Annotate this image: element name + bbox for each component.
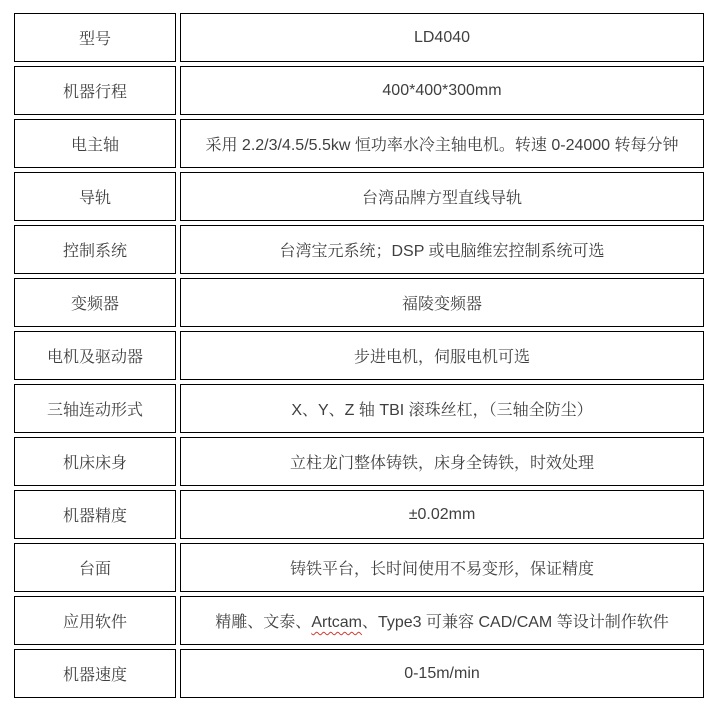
- spec-label: 机床床身: [14, 437, 176, 486]
- spec-label: 机器精度: [14, 490, 176, 539]
- table-row-worktable: [14, 543, 704, 592]
- spec-value: 0-15m/min: [180, 649, 704, 698]
- table-row-three-axis: [14, 384, 704, 433]
- table-row-speed: [14, 649, 704, 698]
- table-row-inverter: [14, 278, 704, 327]
- spec-label: 电主轴: [14, 119, 176, 168]
- spec-label: 应用软件: [14, 596, 176, 645]
- spec-value: 立柱龙门整体铸铁，床身全铸铁，时效处理: [180, 437, 704, 486]
- table-row-motor-driver: [14, 331, 704, 380]
- spec-label: 变频器: [14, 278, 176, 327]
- table-row-machine-bed: [14, 437, 704, 486]
- spec-value: 400*400*300mm: [180, 66, 704, 115]
- spec-label: 机器行程: [14, 66, 176, 115]
- spec-label: 台面: [14, 543, 176, 592]
- spec-value: 步进电机，伺服电机可选: [180, 331, 704, 380]
- spec-value: ±0.02mm: [180, 490, 704, 539]
- spec-value: 台湾宝元系统；DSP 或电脑维宏控制系统可选: [180, 225, 704, 274]
- software-list-suffix: 、Type3 可兼容 CAD/CAM 等设计制作软件: [361, 614, 669, 631]
- table-row-software: [14, 596, 704, 645]
- table-row-precision: [14, 490, 704, 539]
- spec-value: 采用 2.2/3/4.5/5.5kw 恒功率水冷主轴电机。转速 0-24000 转每分钟: [180, 119, 704, 168]
- table-row-spindle: [14, 119, 704, 168]
- spec-label: 型号: [14, 13, 176, 62]
- spec-table: [10, 9, 708, 702]
- spellcheck-underlined-word: Artcam: [311, 614, 362, 631]
- spec-label: 控制系统: [14, 225, 176, 274]
- spec-value: 铸铁平台，长时间使用不易变形，保证精度: [180, 543, 704, 592]
- table-row-model: [14, 13, 704, 62]
- table-row-control-system: [14, 225, 704, 274]
- spec-label: 机器速度: [14, 649, 176, 698]
- spec-value: [180, 596, 704, 645]
- spec-label: 导轨: [14, 172, 176, 221]
- software-list-prefix: 精雕、文泰、: [215, 614, 312, 631]
- spec-label: 电机及驱动器: [14, 331, 176, 380]
- table-row-travel: [14, 66, 704, 115]
- spec-value: 台湾品牌方型直线导轨: [180, 172, 704, 221]
- spec-value: X、Y、Z 轴 TBI 滚珠丝杠，（三轴全防尘）: [180, 384, 704, 433]
- spec-value: 福陵变频器: [180, 278, 704, 327]
- spec-label: 三轴连动形式: [14, 384, 176, 433]
- table-row-guide-rail: [14, 172, 704, 221]
- spec-value: LD4040: [180, 13, 704, 62]
